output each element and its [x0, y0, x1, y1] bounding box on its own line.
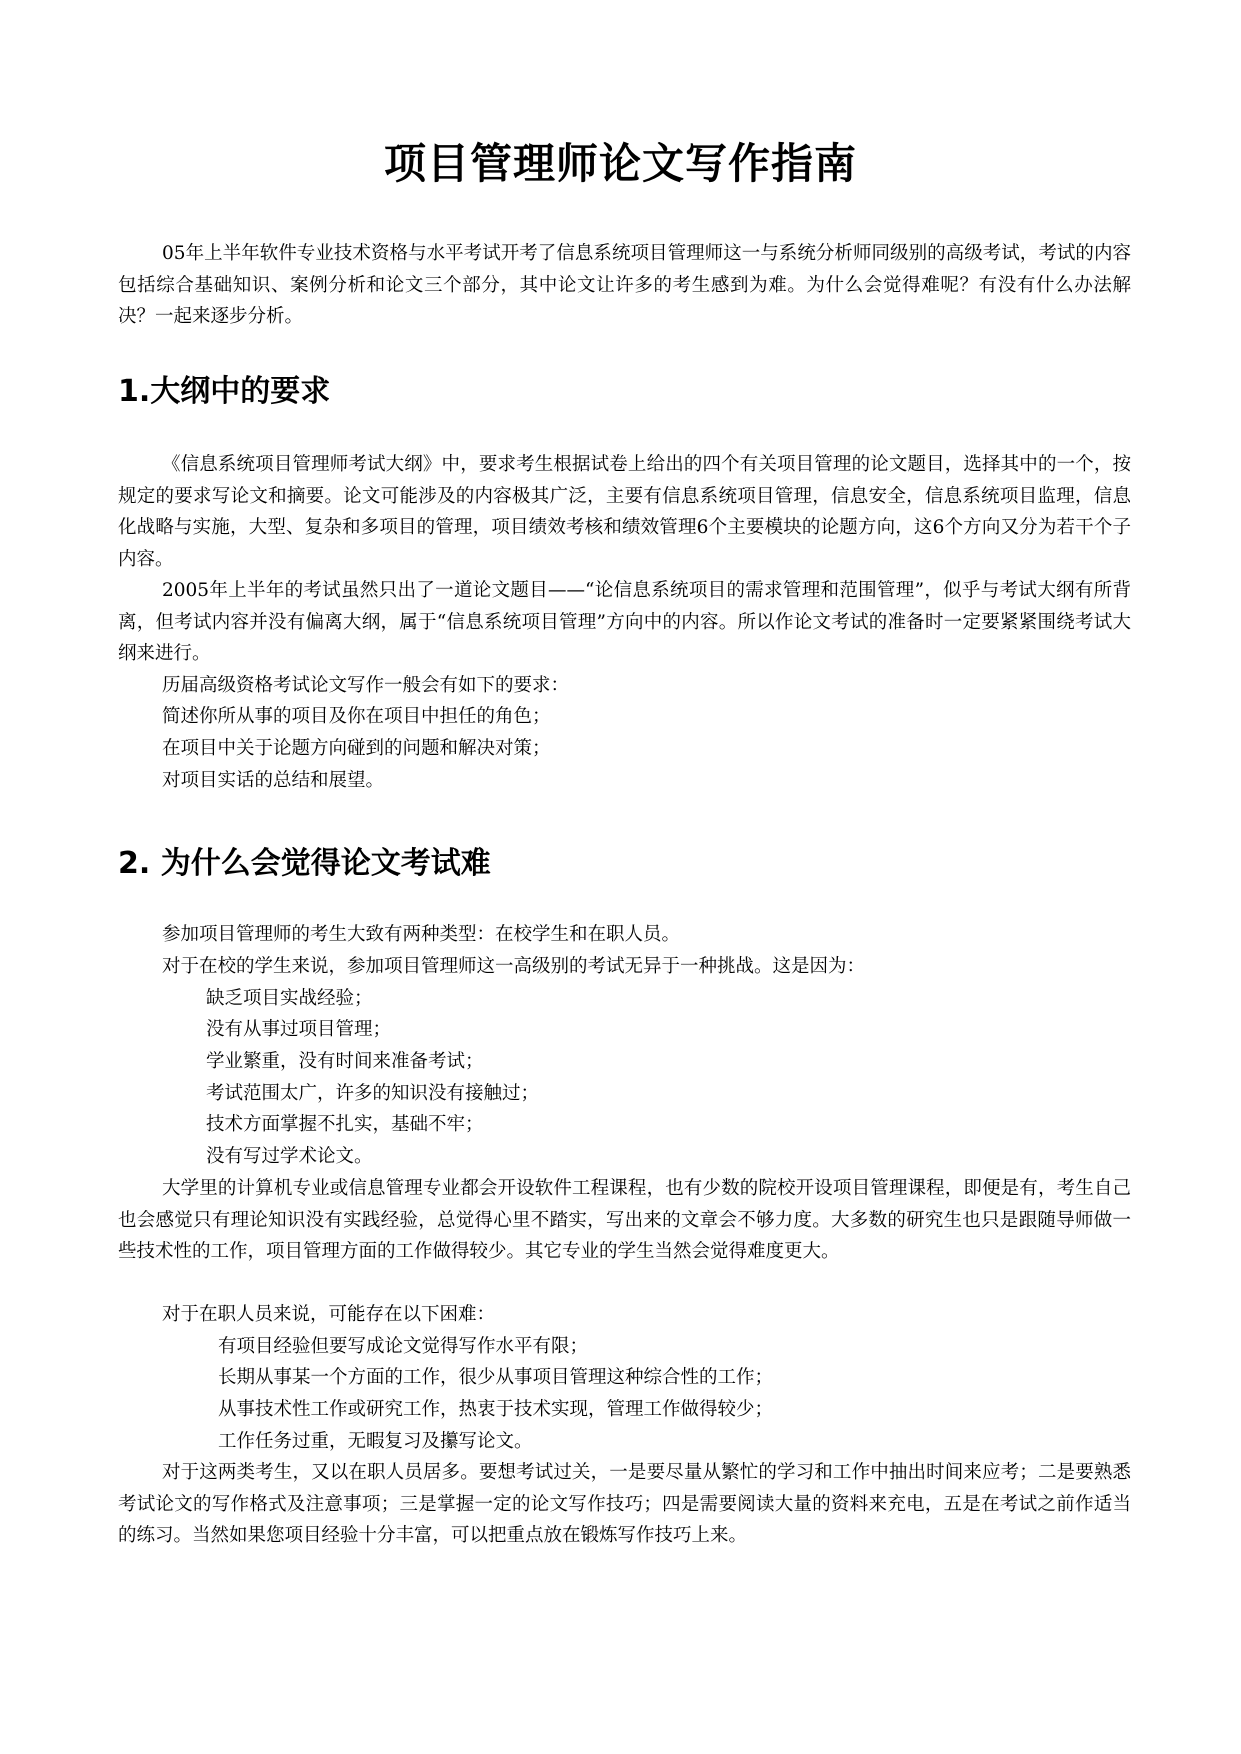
section-heading-1: 1.大纲中的要求: [118, 374, 331, 409]
section2-line-students-intro: 对于在校的学生来说，参加项目管理师这一高级别的考试无异于一种挑战。这是因为：: [162, 956, 866, 977]
section-heading-2: 2. 为什么会觉得论文考试难: [118, 846, 491, 881]
section1-paragraph-1: 《信息系统项目管理师考试大纲》中，要求考生根据试卷上给出的四个有关项目管理的论文题目，选择其中的一个，按规定的要求写论文和摘要。论文可能涉及的内容极其广泛，主要有信息系统项目管理，信息安全，信息系统项目监理，信息化战略与实施，大型、复杂和多项目的管理，项目绩效考核和绩效管理6个主要模块的论题方向，这6个方向又分为若干个子内容。: [118, 454, 1131, 570]
worker-list-item: 工作任务过重，无暇复习及攥写论文。: [218, 1431, 533, 1452]
section1-line-problems: 在项目中关于论题方向碰到的问题和解决对策；: [162, 738, 551, 759]
section2-paragraph-students: 大学里的计算机专业或信息管理专业都会开设软件工程课程，也有少数的院校开设项目管理课程，即便是有，考生自己也会感觉只有理论知识没有实践经验，总觉得心里不踏实，写出来的文章会不够力度。大多数的研究生也只是跟随导师做一些技术性的工作，项目管理方面的工作做得较少。其它专业的学生当然会觉得难度更大。: [118, 1178, 1131, 1263]
student-list-item: 学业繁重，没有时间来准备考试；: [206, 1051, 484, 1072]
student-list-item: 没有写过学术论文。: [206, 1146, 373, 1167]
worker-list-item: 有项目经验但要写成论文觉得写作水平有限；: [218, 1336, 589, 1357]
intro-paragraph: 05年上半年软件专业技术资格与水平考试开考了信息系统项目管理师这一与系统分析师同级别的高级考试，考试的内容包括综合基础知识、案例分析和论文三个部分，其中论文让许多的考生感到为难。为什么会觉得难呢？有没有什么办法解决？一起来逐步分析。: [118, 243, 1131, 328]
worker-list-item: 从事技术性工作或研究工作，热衷于技术实现，管理工作做得较少；: [218, 1399, 774, 1420]
student-list-item: 技术方面掌握不扎实，基础不牢；: [206, 1114, 484, 1135]
worker-list-item: 长期从事某一个方面的工作，很少从事项目管理这种综合性的工作；: [218, 1367, 774, 1388]
student-list-item: 考试范围太广，许多的知识没有接触过；: [206, 1083, 540, 1104]
section2-line-workers-intro: 对于在职人员来说，可能存在以下困难：: [162, 1304, 496, 1325]
section2-line-candidate-types: 参加项目管理师的考生大致有两种类型：在校学生和在职人员。: [162, 924, 681, 945]
student-list-item: 缺乏项目实战经验；: [206, 988, 373, 1009]
section2-paragraph-final: 对于这两类考生，又以在职人员居多。要想考试过关，一是要尽量从繁忙的学习和工作中抽出时间来应考；二是要熟悉考试论文的写作格式及注意事项；三是掌握一定的论文写作技巧；四是需要阅读大量的资料来充电，五是在考试之前作适当的练习。当然如果您项目经验十分丰富，可以把重点放在锻炼写作技巧上来。: [118, 1462, 1131, 1547]
document-title: 项目管理师论文写作指南: [383, 139, 857, 188]
student-list-item: 没有从事过项目管理；: [206, 1019, 392, 1040]
section1-paragraph-2: 2005年上半年的考试虽然只出了一道论文题目——“论信息系统项目的需求管理和范围管理”，似乎与考试大纲有所背离，但考试内容并没有偏离大纲，属于“信息系统项目管理”方向中的内容。所以作论文考试的准备时一定要紧紧围绕考试大纲来进行。: [118, 580, 1131, 665]
section1-line-summary: 对项目实话的总结和展望。: [162, 770, 385, 791]
section1-line-requirements: 历届高级资格考试论文写作一般会有如下的要求：: [162, 675, 570, 696]
section1-line-role: 简述你所从事的项目及你在项目中担任的角色；: [162, 706, 551, 727]
